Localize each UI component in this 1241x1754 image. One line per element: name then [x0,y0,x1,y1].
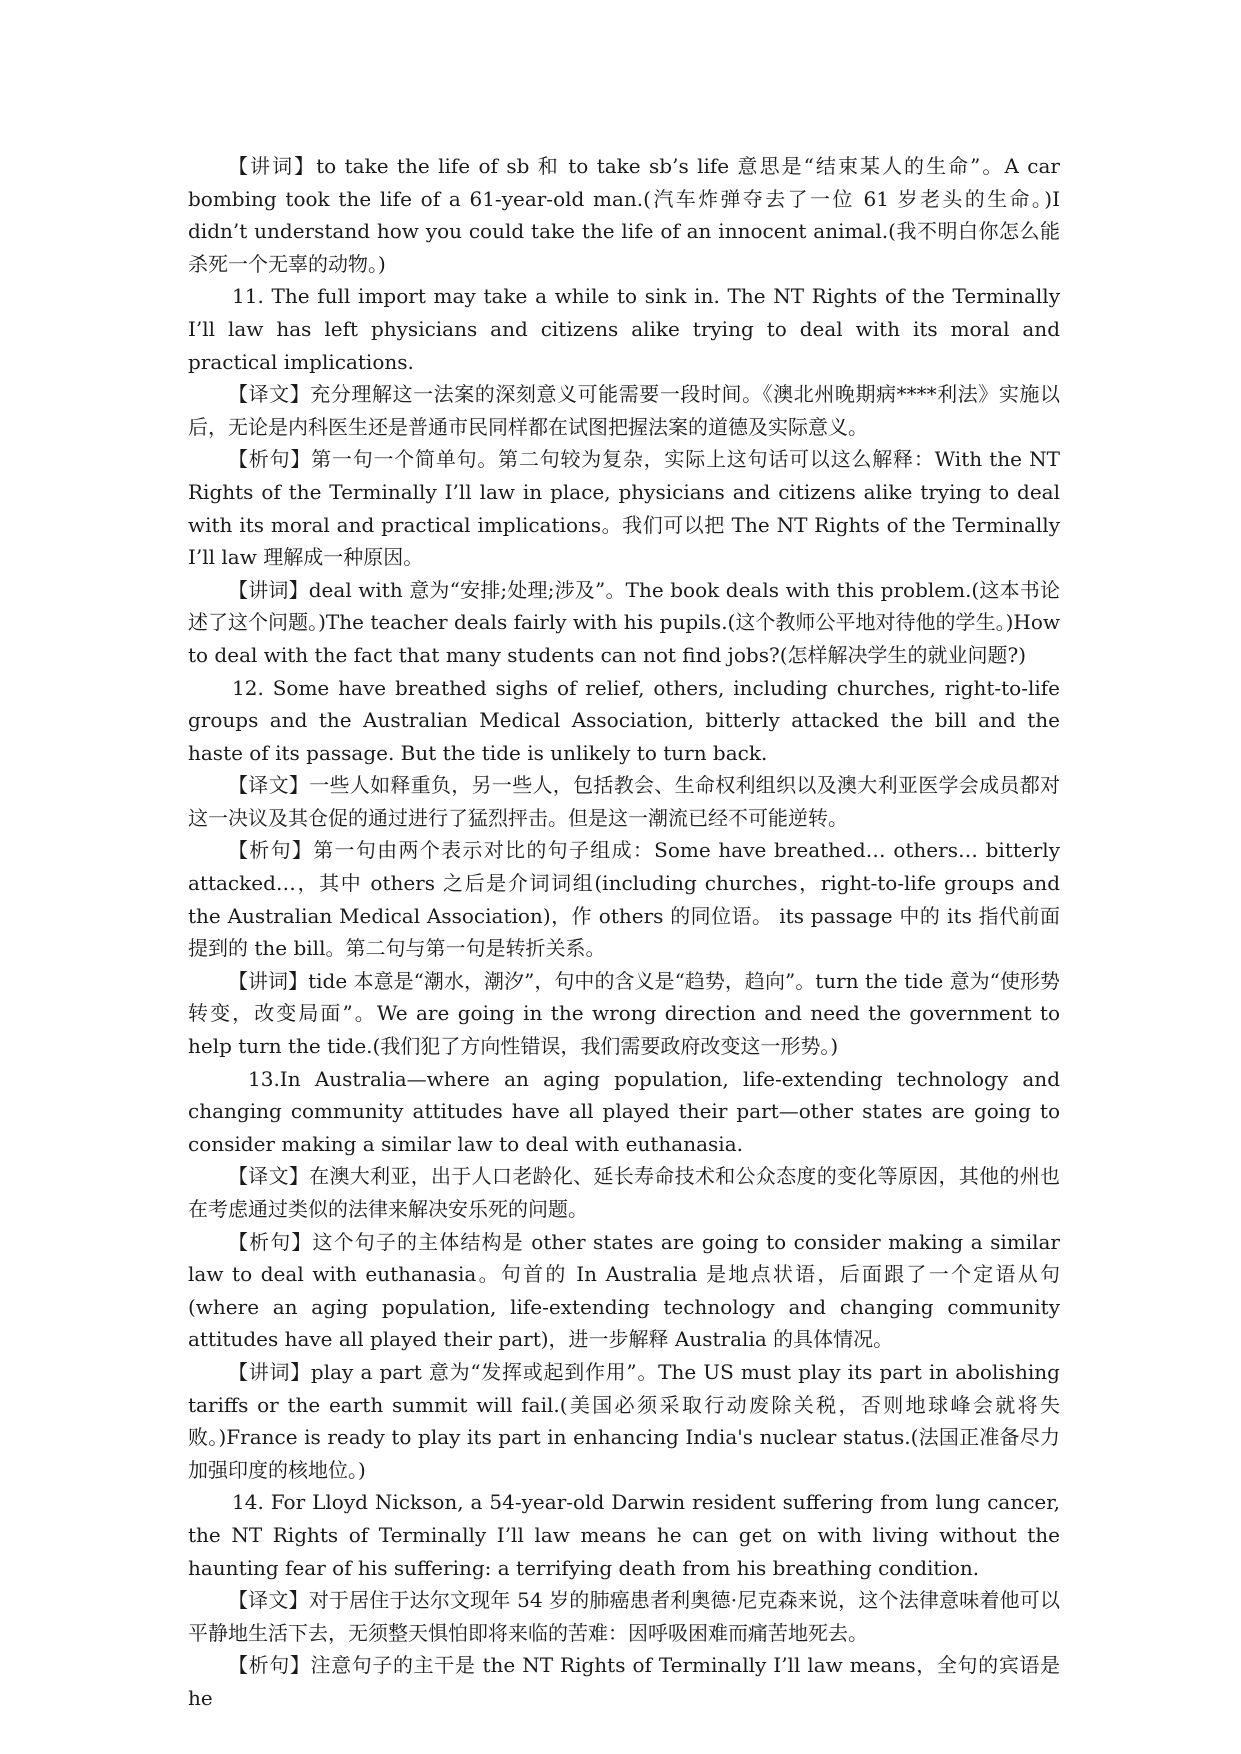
translation-14: 【译文】对于居住于达尔文现年 54 岁的肺癌患者利奥德·尼克森来说，这个法律意味着他可以平静地生活下去，无须整天惧怕即将来临的苦难：因呼吸困难而痛苦地死去。 [188,1588,1060,1645]
document-page [188,150,1060,1715]
sentence-14: 14. For Lloyd Nickson, a 54-year-old Darwin resident suffering from lung cancer, the NT Rights of Terminally I’ll law means he can get on with living without the haunting fear of his suffering: a terrifying death from his breathing condition. [188,1490,1060,1580]
analysis-12: 【析句】第一句由两个表示对比的句子组成：Some have breathed… others… bitterly attacked…，其中 others 之后是介词词组(including churches，right-to-life groups and the Australian Medical Association)，作 others 的同位语。 its passage 中的 its 指代前面提到的 the bill。第二句与第一句是转折关系。 [188,838,1060,961]
translation-13: 【译文】在澳大利亚，出于人口老龄化、延长寿命技术和公众态度的变化等原因，其他的州也在考虑通过类似的法律来解决安乐死的问题。 [188,1164,1060,1221]
analysis-14: 【析句】注意句子的主干是 the NT Rights of Terminally I’ll law means，全句的宾语是 he [188,1653,1060,1710]
analysis-11: 【析句】第一句一个简单句。第二句较为复杂，实际上这句话可以这么解释：With the NT Rights of the Terminally I’ll law in place, physicians and citizens alike trying to deal with its moral and practical implications。我们可以把 The NT Rights of the Terminally I’ll law 理解成一种原因。 [188,447,1060,570]
vocab-note-play-part: 【讲词】play a part 意为“发挥或起到作用”。The US must play its part in abolishing tariffs or the earth summit will fail.(美国必须采取行动废除关税，否则地球峰会就将失败。)France is ready to play its part in enhancing India's nuclear status.(法国正准备尽力加强印度的核地位。) [188,1359,1060,1482]
vocab-note-deal-with: 【讲词】deal with 意为“安排;处理;涉及”。The book deals with this problem.(这本书论述了这个问题。)The teacher deals fairly with his pupils.(这个教师公平地对待他的学生。)How to deal with the fact that many students can not find jobs?(怎样解决学生的就业问题?) [188,577,1060,667]
translation-12: 【译文】一些人如释重负，另一些人，包括教会、生命权利组织以及澳大利亚医学会成员都对这一决议及其仓促的通过进行了猛烈抨击。但是这一潮流已经不可能逆转。 [188,773,1060,830]
vocab-note-take-life: 【讲词】to take the life of sb 和 to take sb’s life 意思是“结束某人的生命”。A car bombing took the life of a 61-year-old man.(汽车炸弹夺去了一位 61 岁老头的生命。)I didn’t understand how you could take the life of an innocent animal.(我不明白你怎么能杀死一个无辜的动物。) [188,154,1060,276]
sentence-11: 11. The full import may take a while to sink in. The NT Rights of the Terminally I’ll law has left physicians and citizens alike trying to deal with its moral and practical implications. [188,284,1060,374]
vocab-note-tide: 【讲词】tide 本意是“潮水，潮汐”，句中的含义是“趋势，趋向”。turn the tide 意为“使形势转变，改变局面”。We are going in the wrong direction and need the government to help turn the tide.(我们犯了方向性错误，我们需要政府改变这一形势。) [188,968,1060,1059]
translation-11: 【译文】充分理解这一法案的深刻意义可能需要一段时间。《澳北州晚期病****利法》实施以后，无论是内科医生还是普通市民同样都在试图把握法案的道德及实际意义。 [188,382,1060,439]
sentence-12: 12. Some have breathed sighs of relief, others, including churches, right-to-life groups and the Australian Medical Association, bitterly attacked the bill and the haste of its passage. But the tide is unlikely to turn back. [188,675,1060,765]
analysis-13: 【析句】这个句子的主体结构是 other states are going to consider making a similar law to deal with euthanasia。句首的 In Australia 是地点状语，后面跟了一个定语从句(where an aging population, life-extending technology and changing community attitudes have all played their part)，进一步解释 Australia 的具体情况。 [188,1229,1060,1352]
sentence-13: 13.In Australia—where an aging population, life-extending technology and changing community attitudes have all played their part—other states are going to consider making a similar law to deal with euthanasia. [188,1066,1060,1156]
